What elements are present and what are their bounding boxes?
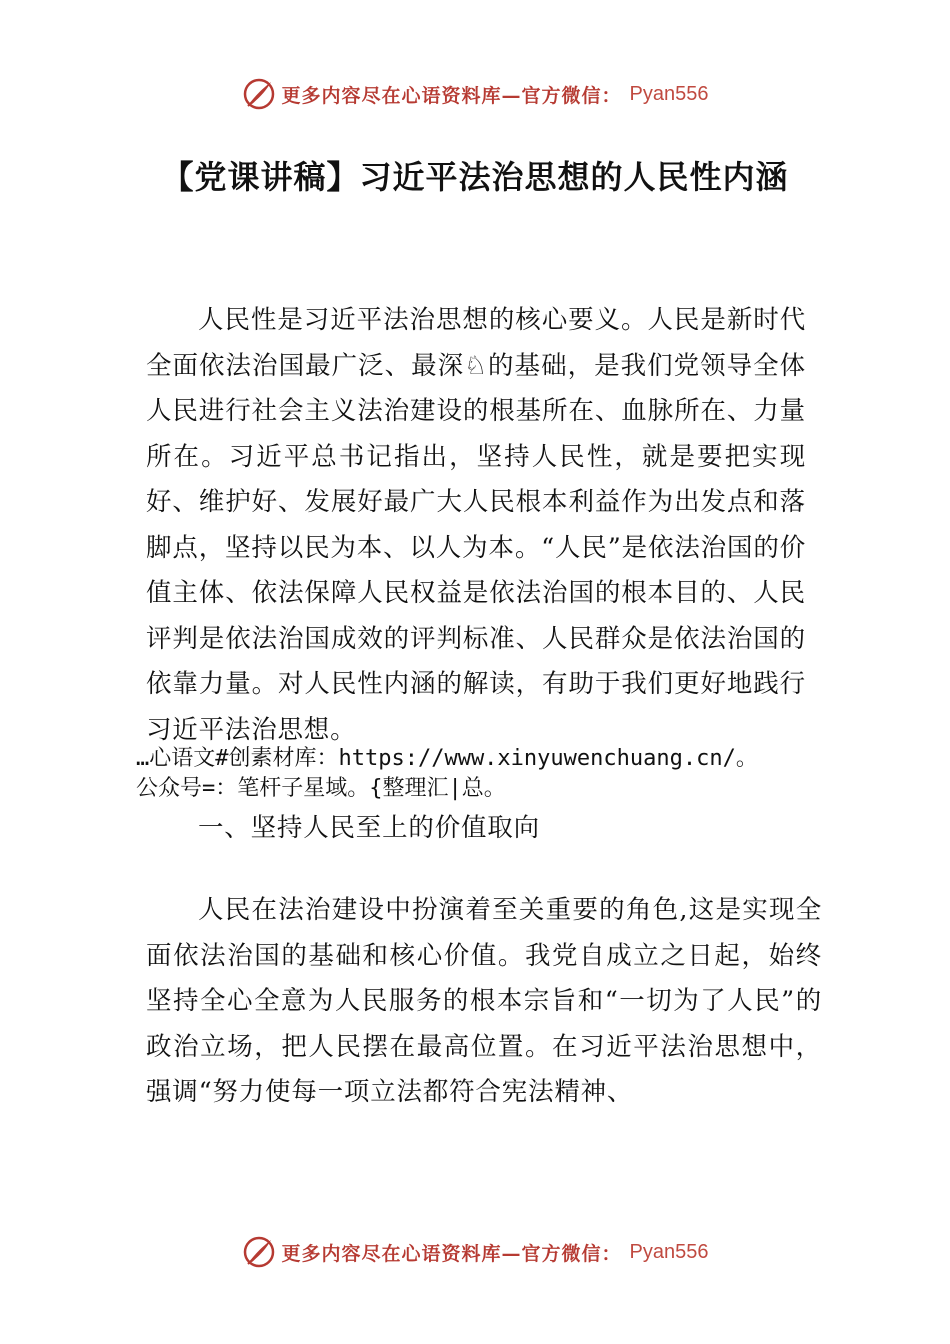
footer-banner-text: 更多内容尽在心语资料库—官方微信： <box>281 1242 622 1265</box>
quill-pen-logo-icon <box>242 77 276 111</box>
body-paragraph-2: 人民在法治建设中扮演着至关重要的角色,这是实现全面依法治国的基础和核心价值。我党自成立之日起，始终坚持全心全意为人民服务的根本宗旨和“一切为了人民”的政治立场，把人民摆在最高位置。在习近平法治思想中，强调“努力使每一项立法都符合宪法精神、 <box>146 895 822 1107</box>
quill-pen-logo-icon <box>242 1235 276 1269</box>
header-banner-wechat-id: Pyan556 <box>629 82 709 105</box>
watermark-note <box>136 744 836 804</box>
section-heading-1: 一、坚持人民至上的价值取向 <box>198 813 540 843</box>
body-paragraph-1: 人民性是习近平法治思想的核心要义。人民是新时代全面依法治国最广泛、最深♘的基础，是我们党领导全体人民进行社会主义法治建设的根基所在、血脉所在、力量所在。习近平总书记指出，坚持人民性，就是要把实现好、维护好、发展好最广大人民根本利益作为出发点和落脚点，坚持以民为本、以人为本。“人民”是依法治国的价值主体、依法保障人民权益是依法治国的根本目的、人民评判是依法治国成效的评判标准、人民群众是依法治国的依靠力量。对人民性内涵的解读，有助于我们更好地践行习近平法治思想。 <box>146 305 806 745</box>
header-banner-text: 更多内容尽在心语资料库—官方微信： <box>281 84 622 107</box>
header-banner <box>0 74 950 114</box>
watermark-note-line-1: …心语文#创素材库：https://www.xinyuwenchuang.cn/。 <box>136 746 758 771</box>
watermark-note-line-2: 公众号=：笔杆子星域。{整理汇|总。 <box>136 776 506 801</box>
footer-banner <box>0 1232 950 1272</box>
document-title: 【党课讲稿】习近平法治思想的人民性内涵 <box>161 158 789 196</box>
footer-banner-wechat-id: Pyan556 <box>629 1240 709 1263</box>
